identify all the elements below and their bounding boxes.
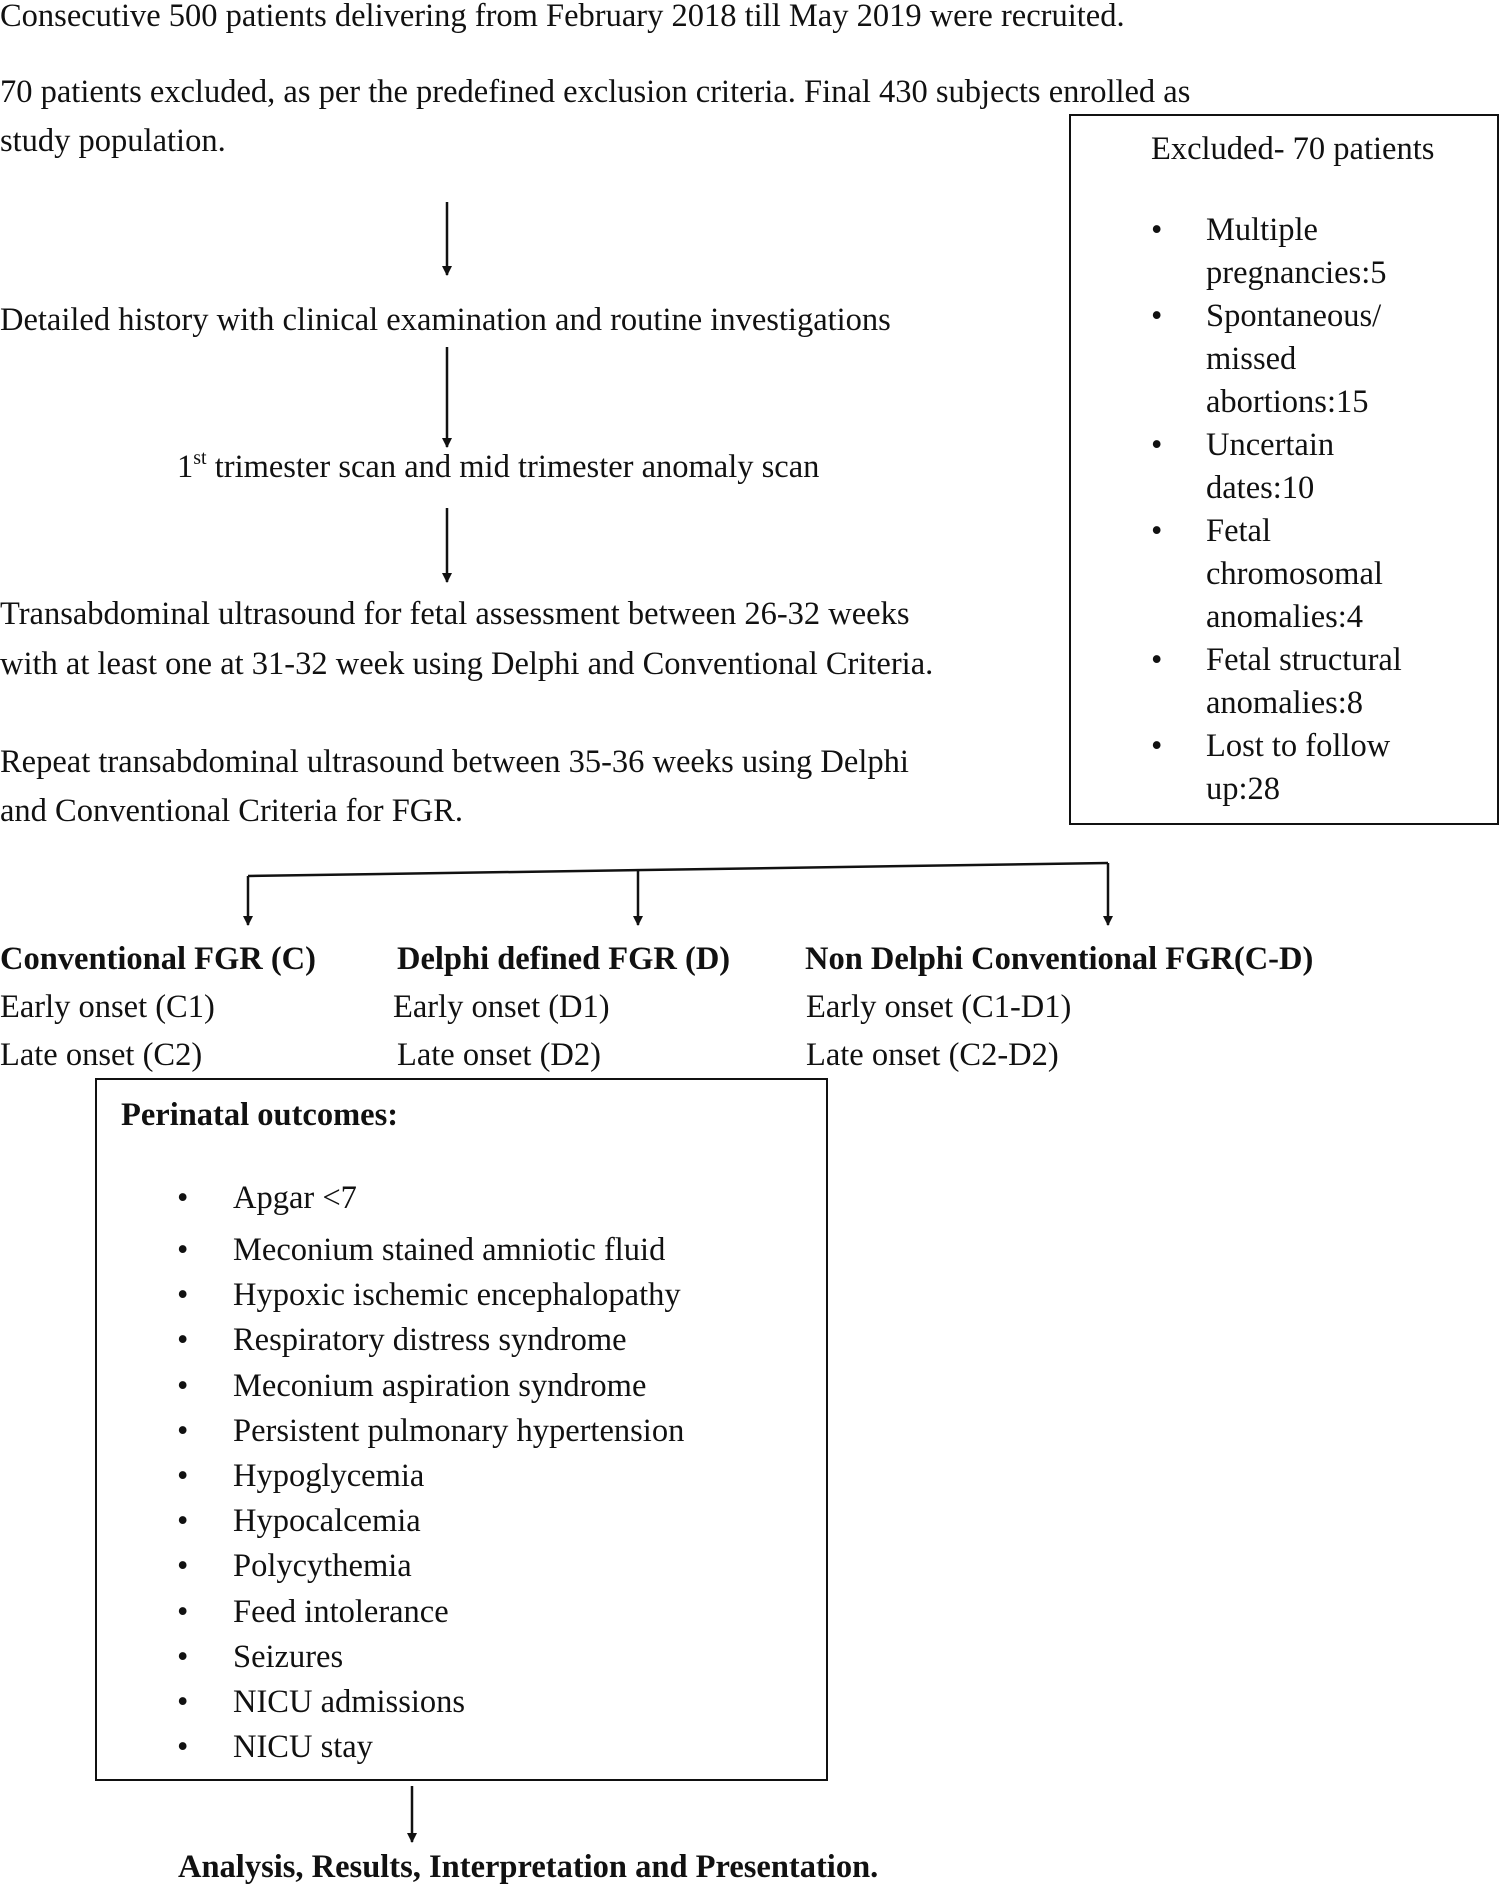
step-ultrasound-line2: with at least one at 31-32 week using Delphi and Conventional Criteria. [0,646,934,682]
outcome-item: • Polycythemia [97,1544,684,1589]
group-early-conventional: Early onset (C1) [0,989,215,1025]
outcome-item: • Hypocalcemia [97,1499,684,1544]
outcome-item: • Hypoxic ischemic encephalopathy [97,1273,684,1318]
step-trimester-scan-rest: trimester scan and mid trimester anomaly scan [206,449,820,485]
group-early-delphi: Early onset (D1) [393,989,610,1025]
step-repeat-line1: Repeat transabdominal ultrasound between 35-36 weeks using Delphi [0,744,909,780]
excluded-box [1069,114,1499,825]
excluded-item: • Multiple pregnancies:5 [1071,209,1436,295]
group-heading-delphi: Delphi defined FGR (D) [397,941,731,977]
group-heading-conventional: Conventional FGR (C) [0,941,316,977]
group-late-conventional: Late onset (C2) [0,1037,203,1073]
outcome-item: • Persistent pulmonary hypertension [97,1409,684,1454]
outcome-item: • NICU admissions [97,1680,684,1725]
outcome-item: • Respiratory distress syndrome [97,1318,684,1363]
outcome-item: • Seizures [97,1635,684,1680]
group-late-delphi: Late onset (D2) [397,1037,601,1073]
excluded-title: Excluded- 70 patients [1151,131,1435,167]
group-late-non-delphi: Late onset (C2-D2) [806,1037,1059,1073]
perinatal-outcomes-title: Perinatal outcomes: [121,1097,399,1133]
step-enrolled-line1: 70 patients excluded, as per the predefined exclusion criteria. Final 430 subjects enrolled as [0,74,1191,110]
excluded-item: • Spontaneous/ missed abortions:15 [1071,295,1436,424]
step-enrolled-line2: study population. [0,123,226,159]
split-horizontal-line [248,863,1108,876]
excluded-item: • Fetal chromosomal anomalies:4 [1071,510,1436,639]
outcome-item: • Meconium stained amniotic fluid [97,1228,684,1273]
step-trimester-scan [177,448,819,487]
excluded-list [1071,209,1436,811]
final-step: Analysis, Results, Interpretation and Presentation. [178,1849,879,1885]
excluded-item: • Lost to follow up:28 [1071,725,1436,811]
excluded-item: • Uncertain dates:10 [1071,424,1436,510]
outcome-item: • Hypoglycemia [97,1454,684,1499]
perinatal-outcomes-list [97,1176,684,1770]
excluded-item: • Fetal structural anomalies:8 [1071,639,1436,725]
step-recruited: Consecutive 500 patients delivering from February 2018 till May 2019 were recruited. [0,0,1125,34]
outcome-item: • Feed intolerance [97,1590,684,1635]
outcome-item: • Apgar <7 [97,1176,684,1228]
perinatal-outcomes-box [95,1078,828,1781]
step-trimester-scan-sup: st [193,447,207,469]
group-early-non-delphi: Early onset (C1-D1) [806,989,1072,1025]
step-history: Detailed history with clinical examination and routine investigations [0,302,891,338]
step-repeat-line2: and Conventional Criteria for FGR. [0,793,464,829]
group-heading-non-delphi: Non Delphi Conventional FGR(C-D) [805,941,1314,977]
step-trimester-scan-prefix: 1 [177,449,194,485]
step-ultrasound-line1: Transabdominal ultrasound for fetal assessment between 26-32 weeks [0,596,910,632]
outcome-item: • NICU stay [97,1725,684,1770]
outcome-item: • Meconium aspiration syndrome [97,1364,684,1409]
